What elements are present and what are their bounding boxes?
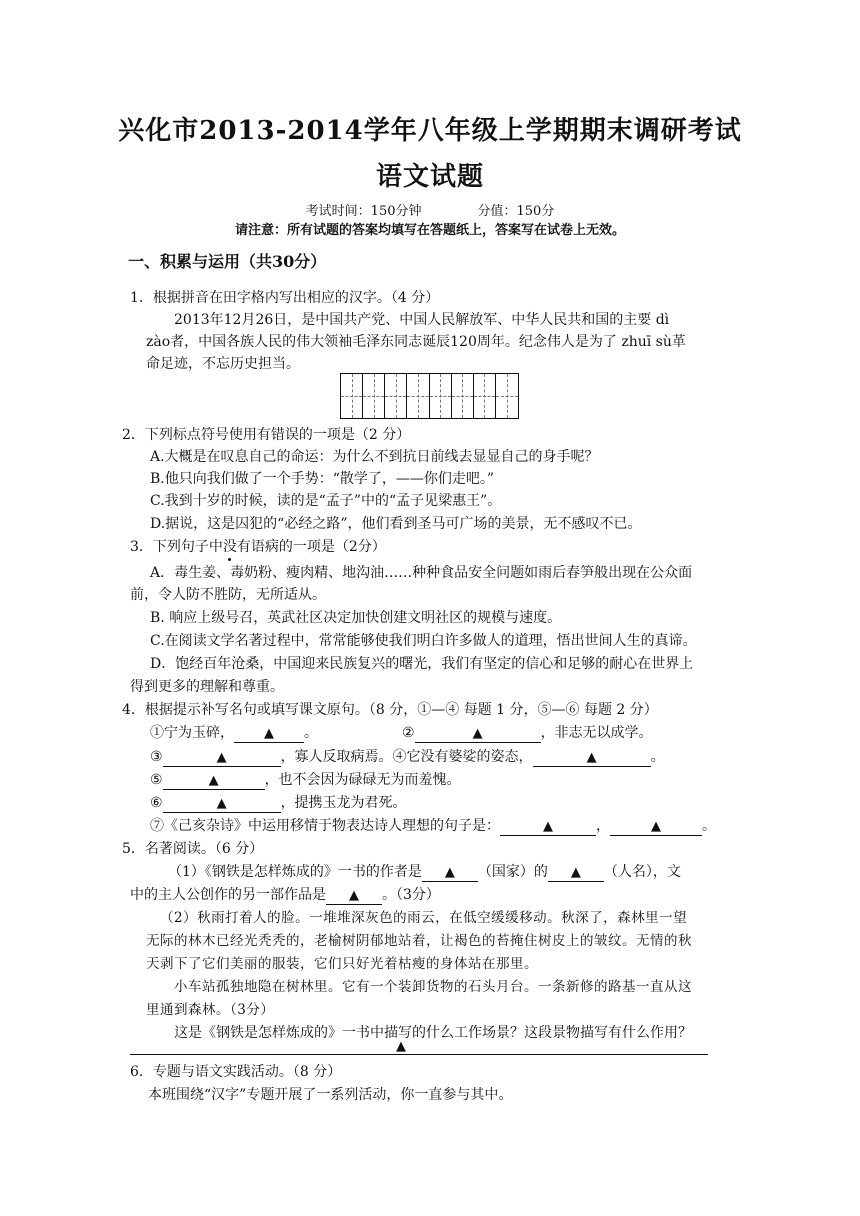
- q4-item-6-text: ，提携玉龙为君死。: [280, 795, 407, 811]
- answer-blank: [326, 887, 382, 905]
- q1-text-2: zào者，中国各族人民的伟大领袖毛泽东同志诞辰120周年。纪念伟人是为了 zhuī sù革: [146, 334, 686, 350]
- grid-cell: [385, 374, 407, 418]
- q4-item-7: [150, 816, 716, 836]
- q3-stem-pre: 3．下列句子中: [130, 539, 223, 555]
- q4-item-5-text: ，也不会因为碌碌无为而羞愧。: [264, 772, 461, 788]
- triangle-mark-icon: ▲: [570, 865, 581, 880]
- q4-item-7-sep: ，: [596, 818, 610, 834]
- answer-blank: [500, 818, 596, 836]
- answer-blank: [415, 725, 541, 743]
- answer-blank: [234, 725, 304, 743]
- q4-item-1-end: 。: [304, 725, 318, 741]
- q4-item-6-num: ⑥: [150, 795, 163, 811]
- q5-sub1-text-a: （1）《钢铁是怎样炼成的》一书的作者是: [168, 864, 422, 880]
- grid-cell: [341, 374, 363, 418]
- q5-sub1-text-e: 。（3分）: [382, 887, 440, 903]
- answer-blank: [533, 749, 651, 767]
- triangle-mark-icon: ▲: [208, 773, 219, 788]
- q5-sub1-line2: [130, 885, 440, 905]
- q4-item-1-text: ①宁为玉碎，: [150, 725, 234, 741]
- answer-blank: [548, 864, 604, 882]
- q5-passage-5: 里通到森林。（3分）: [146, 1002, 275, 1018]
- q2-stem: 2．下列标点符号使用有错误的一项是（2 分）: [122, 427, 411, 443]
- q4-item-7-end: 。: [702, 818, 716, 834]
- answer-line: [130, 1054, 708, 1055]
- q4-item-2: [402, 723, 653, 743]
- answer-blank: [610, 818, 702, 836]
- exam-title: 兴化市2013-2014学年八年级上学期期末调研考试: [118, 116, 742, 146]
- grid-cell: [452, 374, 474, 418]
- q1-text-3: 命足迹，不忘历史担当。: [146, 356, 300, 372]
- q5-sub1-text-c: （人名），文: [603, 864, 681, 880]
- triangle-mark-icon: ▲: [396, 1039, 406, 1054]
- q5-stem: 5．名著阅读。（6 分）: [122, 841, 264, 857]
- triangle-mark-icon: ▲: [543, 819, 553, 834]
- q5-sub1-text-b: （国家）的: [477, 864, 548, 880]
- q4-item-4-end: 。: [650, 749, 665, 765]
- q2-option-b: B.他只向我们做了一个手势：“散学了，——你们走吧。”: [150, 471, 495, 487]
- exam-subtitle: 语文试题: [375, 162, 484, 192]
- exam-score: 分值：150分: [477, 204, 555, 219]
- triangle-mark-icon: ▲: [444, 865, 455, 880]
- exam-notice: 请注意：所有试题的答案均填写在答题纸上，答案写在试卷上无效。: [234, 223, 625, 238]
- q2-option-d: D.据说，这是囚犯的“必经之路”，他们看到圣马可广场的美景，无不感叹不已。: [150, 516, 642, 532]
- q2-option-a: A.大概是在叹息自己的命运：为什么不到抗日前线去显显自己的身手呢？: [150, 449, 599, 465]
- q5-passage-1: （2）秋雨打着人的脸。一堆堆深灰色的雨云，在低空缓缓移动。秋深了，森林里一望: [160, 910, 688, 926]
- q1-stem: 1．根据拼音在田字格内写出相应的汉字。（4 分）: [130, 290, 440, 306]
- triangle-mark-icon: ▲: [264, 726, 274, 741]
- q3-stem-emphasis: 没: [222, 539, 237, 555]
- q1-text-1: 2013年12月26日，是中国共产党、中国人民解放军、中华人民共和国的主要 dì: [174, 312, 670, 328]
- q3-option-c: C.在阅读文学名著过程中，常常能够使我们明白许多做人的道理，悟出世间人生的真谛。: [150, 633, 697, 649]
- q3-option-a-1: A．毒生姜、毒奶粉、瘦肉精、地沟油……种种食品安全问题如雨后春笋般出现在公众面: [150, 565, 693, 581]
- grid-cell: [407, 374, 429, 418]
- q5-passage-2: 无际的林木已经光秃秃的，老榆树阴郁地站着，让褐色的苔掩住树皮上的皱纹。无情的秋: [146, 933, 692, 949]
- q5-sub1-text-d: 中的主人公创作的另一部作品是: [130, 887, 326, 903]
- grid-cell: [430, 374, 452, 418]
- q6-stem: 6．专题与语文实践活动。（8 分）: [130, 1064, 342, 1080]
- q5-sub1-line1: [168, 862, 681, 882]
- q4-item-7-text: ⑦《己亥杂诗》中运用移情于物表达诗人理想的句子是：: [150, 818, 500, 834]
- tianzige-grid: [340, 373, 519, 419]
- q4-item-5: [150, 770, 461, 790]
- q4-item-6: [150, 793, 407, 813]
- exam-meta: [0, 200, 860, 219]
- q3-option-b: B. 响应上级号召，英武社区决定加快创建文明社区的规模与速度。: [150, 610, 562, 626]
- q2-option-c: C.我到十岁的时候，读的是“孟子”中的“孟子见梁惠王”。: [150, 493, 502, 509]
- q4-item-5-num: ⑤: [150, 772, 163, 788]
- q3-stem: [130, 537, 386, 557]
- triangle-mark-icon: ▲: [216, 796, 227, 811]
- q4-item-3-4: [150, 747, 665, 767]
- triangle-mark-icon: ▲: [586, 750, 597, 765]
- q3-option-d-1: D．饱经百年沧桑，中国迎来民族复兴的曙光，我们有坚定的信心和足够的耐心在世界上: [150, 656, 694, 672]
- q4-item-1: [150, 723, 318, 743]
- q4-item-3-num: ③: [150, 749, 163, 765]
- q4-item-2-num: ②: [402, 725, 415, 741]
- grid-cell: [496, 374, 518, 418]
- exam-time: 考试时间：150分钟: [305, 204, 422, 219]
- section-heading: 一、积累与运用（共30分）: [128, 252, 327, 271]
- q5-passage-4: 小车站孤独地隐在树林里。它有一个装卸货物的石头月台。一条新修的路基一直从这: [174, 979, 692, 995]
- q3-stem-post: 有语病的一项是（2分）: [236, 539, 386, 555]
- q6-text-1: 本班围绕“汉字”专题开展了一系列活动，你一直参与其中。: [148, 1087, 513, 1103]
- q4-stem: 4．根据提示补写名句或填写课文原句。（8 分，①—④ 每题 1 分，⑤—⑥ 每题 2 分）: [122, 702, 658, 718]
- grid-cell: [363, 374, 385, 418]
- answer-blank: [163, 749, 281, 767]
- triangle-mark-icon: ▲: [216, 750, 227, 765]
- triangle-mark-icon: ▲: [349, 888, 359, 903]
- answer-blank: [163, 795, 281, 813]
- answer-blank: [422, 864, 478, 882]
- triangle-mark-icon: ▲: [651, 819, 661, 834]
- triangle-mark-icon: ▲: [472, 726, 483, 741]
- q4-item-2-text: ，非志无以成学。: [540, 725, 653, 741]
- q5-question: 这是《钢铁是怎样炼成的》一书中描写的什么工作场景？这段景物描写有什么作用？: [174, 1025, 692, 1041]
- q3-option-a-2: 前，令人防不胜防，无所适从。: [130, 587, 326, 603]
- q4-item-3-text: ，寡人反取病焉。④它没有婆娑的姿态，: [280, 749, 533, 765]
- answer-blank: [163, 772, 265, 790]
- grid-cell: [474, 374, 496, 418]
- q5-passage-3: 天剥下了它们美丽的服装，它们只好光着枯瘦的身体站在那里。: [146, 956, 538, 972]
- q3-option-d-2: 得到更多的理解和尊重。: [130, 679, 284, 695]
